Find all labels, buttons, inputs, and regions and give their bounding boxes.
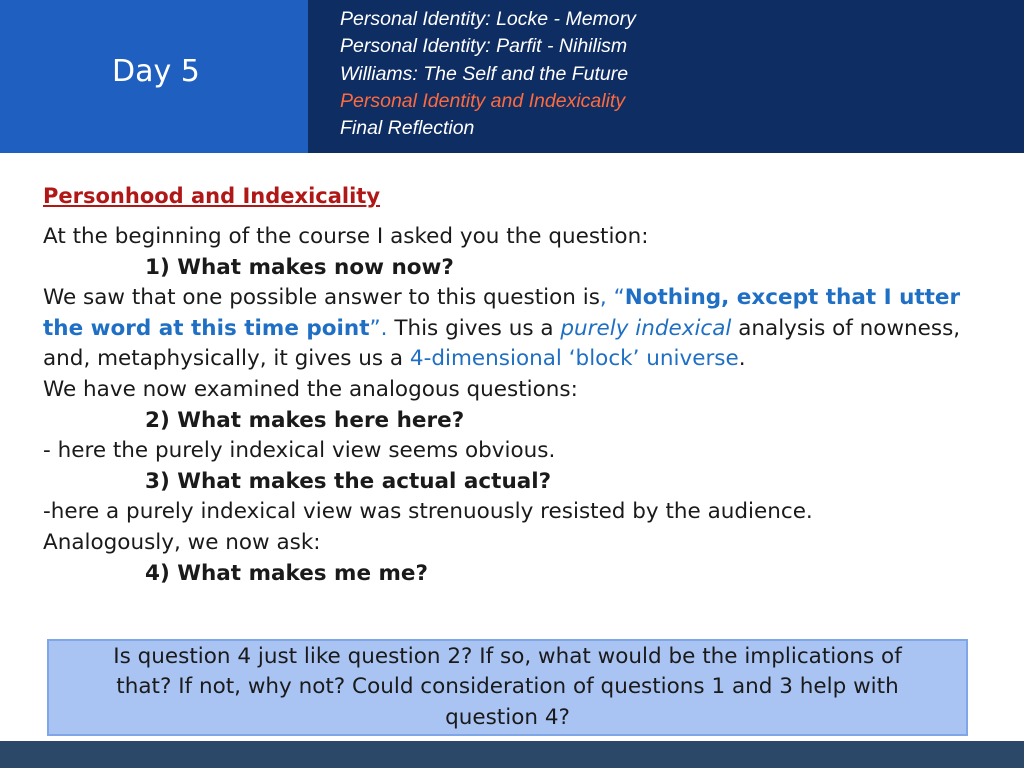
question-3: 3) What makes the actual actual? <box>145 468 552 494</box>
answer-text-b: This gives us a <box>387 315 561 341</box>
header-agenda-panel <box>308 0 1024 153</box>
agenda-list <box>340 6 636 142</box>
answer-close-quote: ”. <box>369 315 388 341</box>
analogously-line: Analogously, we now ask: <box>43 529 321 555</box>
analogous-line: We have now examined the analogous questions: <box>43 376 578 402</box>
agenda-item-indexicality-current: Personal Identity and Indexicality <box>340 89 626 112</box>
answer-paragraph <box>43 283 1003 375</box>
question-2: 2) What makes here here? <box>145 407 465 433</box>
actual-line: -here a purely indexical view was strenuously resisted by the audience. <box>43 499 813 525</box>
footer-bar <box>0 741 1024 768</box>
callout-text: Is question 4 just like question 2? If so, what would be the implications of that? If not, why not? Could consideration of questions 1 and 3 help with question 4? <box>113 643 902 730</box>
agenda-item-williams: Williams: The Self and the Future <box>340 62 629 85</box>
intro-line: At the beginning of the course I asked you the question: <box>43 224 649 249</box>
question-4: 4) What makes me me? <box>145 560 428 586</box>
block-universe-term: 4-dimensional ‘block’ universe <box>409 346 739 372</box>
answer-quote: Nothing, except that I utter the word at this time point <box>43 285 961 341</box>
agenda-item-final-reflection: Final Reflection <box>340 117 475 140</box>
answer-open-quote: , “ <box>599 285 625 311</box>
agenda-item-parfit: Personal Identity: Parfit - Nihilism <box>340 35 628 58</box>
day-label: Day 5 <box>112 54 200 89</box>
agenda-item-locke: Personal Identity: Locke - Memory <box>340 8 636 30</box>
answer-text-c: analysis of nowness, and, metaphysically, it gives us a <box>43 315 961 372</box>
here-line: - here the purely indexical view seems obvious. <box>43 438 556 464</box>
discussion-callout <box>47 639 968 736</box>
section-title: Personhood and Indexicality <box>43 184 381 208</box>
header-left-panel <box>0 0 308 153</box>
answer-text-a: We saw that one possible answer to this question is <box>43 285 600 311</box>
question-1: 1) What makes now now? <box>145 254 454 280</box>
purely-indexical-term: purely indexical <box>560 315 732 341</box>
answer-text-d: . <box>738 346 746 372</box>
body-text <box>43 222 1003 589</box>
